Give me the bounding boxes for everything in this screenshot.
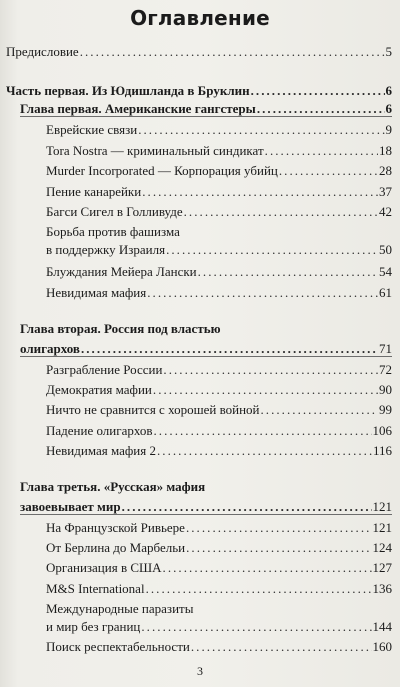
toc-entry-label: Демократия мафии — [46, 382, 152, 397]
leader-dots — [251, 83, 385, 98]
leader-dots — [147, 285, 378, 300]
toc-entry-page: 144 — [372, 619, 392, 634]
toc-entry-label: олигархов — [20, 341, 80, 356]
toc-entry-label-line1: Международные паразиты — [46, 601, 194, 616]
toc-entry — [46, 423, 392, 438]
toc-entry-page: 72 — [379, 362, 392, 377]
toc-entry-part-one — [6, 83, 392, 98]
page-title: Оглавление — [130, 6, 270, 30]
toc-chapter-two-line1: Глава вторая. Россия под властью — [20, 321, 221, 336]
toc-entry-page: 136 — [372, 581, 392, 596]
leader-dots — [265, 143, 378, 158]
leader-dots — [81, 341, 378, 356]
leader-dots — [80, 44, 385, 59]
toc-entry-label: Разграбление России — [46, 362, 163, 377]
toc-entry-label: Глава первая. Американские гангстеры — [20, 101, 256, 116]
toc-entry — [46, 619, 392, 634]
toc-entry — [46, 362, 392, 377]
toc-entry — [46, 122, 392, 137]
toc-entry-preface — [6, 44, 392, 59]
toc-entry — [46, 443, 392, 458]
toc-entry — [46, 560, 392, 575]
toc-entry-label: Часть первая. Из Юдишланда в Бруклин — [6, 83, 250, 98]
toc-entry — [46, 639, 392, 654]
toc-entry — [46, 285, 392, 300]
toc-entry-page: 50 — [379, 242, 392, 257]
toc-entry-chapter-one — [20, 101, 392, 117]
toc-entry — [46, 204, 392, 219]
toc-entry-page: 6 — [385, 83, 392, 98]
toc-entry — [46, 143, 392, 158]
leader-dots — [142, 184, 378, 199]
toc-entry-label: Невидимая мафия — [46, 285, 147, 300]
toc-chapter-three-line1: Глава третья. «Русская» мафия — [20, 479, 206, 494]
toc-entry-label: Murder Incorporated — Корпорация убийц — [46, 163, 278, 178]
leader-dots — [146, 581, 372, 596]
toc-entry-label: Еврейские связи — [46, 122, 138, 137]
toc-entry-page: 28 — [379, 163, 392, 178]
toc-entry-page: 99 — [379, 402, 392, 417]
toc-entry-label: Поиск респектабельности — [46, 639, 190, 654]
toc-entry-page: 121 — [372, 499, 392, 514]
leader-dots — [163, 362, 378, 377]
toc-entry-page: 54 — [379, 264, 392, 279]
toc-entry-label: M&S International — [46, 581, 145, 596]
toc-entry — [46, 382, 392, 397]
toc-entry-page: 18 — [379, 143, 392, 158]
toc-entry-label: и мир без границ — [46, 619, 141, 634]
toc-entry — [46, 540, 392, 555]
toc-entry-label: Багси Сигел в Голливуде — [46, 204, 183, 219]
toc-entry-label: От Берлина до Марбельи — [46, 540, 186, 555]
toc-entry — [46, 264, 392, 279]
leader-dots — [157, 443, 372, 458]
page-number: 3 — [197, 664, 203, 678]
toc-entry — [46, 184, 392, 199]
toc-entry-label: Невидимая мафия 2 — [46, 443, 156, 458]
toc-entry-page: 106 — [372, 423, 392, 438]
toc-entry-label: завоевывает мир — [20, 499, 121, 514]
leader-dots — [138, 122, 384, 137]
leader-dots — [191, 639, 372, 654]
leader-dots — [154, 423, 372, 438]
toc-entry — [46, 581, 392, 596]
toc-entry — [46, 163, 392, 178]
leader-dots — [163, 560, 372, 575]
toc-entry-page: 5 — [385, 44, 392, 59]
leader-dots — [141, 619, 371, 634]
toc-entry-page: 6 — [385, 101, 392, 116]
leader-dots — [279, 163, 378, 178]
leader-dots — [257, 101, 385, 116]
toc-entry-page: 116 — [372, 443, 392, 458]
leader-dots — [198, 264, 378, 279]
leader-dots — [122, 499, 372, 514]
toc-entry-label: Блуждания Мейера Лански — [46, 264, 197, 279]
toc-entry-chapter-two — [20, 341, 392, 357]
leader-dots — [186, 540, 371, 555]
toc-entry-label: Пение канарейки — [46, 184, 142, 199]
leader-dots — [184, 204, 378, 219]
toc-entry-label-line1: Борьба против фашизма — [46, 224, 180, 239]
toc-entry-label: Предисловие — [6, 44, 79, 59]
toc-entry-page: 127 — [372, 560, 392, 575]
leader-dots — [260, 402, 378, 417]
toc-entry-label: в поддержку Израиля — [46, 242, 166, 257]
toc-entry-label: Ничто не сравнится с хорошей войной — [46, 402, 260, 417]
toc-entry-page: 90 — [379, 382, 392, 397]
toc-entry-page: 121 — [372, 520, 392, 535]
toc-entry — [46, 242, 392, 257]
toc-entry-page: 9 — [385, 122, 392, 137]
toc-entry-page: 37 — [379, 184, 392, 199]
toc-entry-label: Tora Nostra — криминальный синдикат — [46, 143, 264, 158]
toc-entry-label: На Французской Ривьере — [46, 520, 185, 535]
toc-entry — [46, 402, 392, 417]
toc-entry-page: 61 — [379, 285, 392, 300]
toc-entry-page: 42 — [379, 204, 392, 219]
toc-entry-label: Падение олигархов — [46, 423, 153, 438]
toc-entry-page: 160 — [372, 639, 392, 654]
toc-entry-page: 124 — [372, 540, 392, 555]
toc-entry-chapter-three — [20, 499, 392, 515]
leader-dots — [166, 242, 378, 257]
leader-dots — [186, 520, 372, 535]
leader-dots — [153, 382, 378, 397]
toc-entry-label: Организация в США — [46, 560, 162, 575]
toc-entry — [46, 520, 392, 535]
toc-entry-page: 71 — [379, 341, 392, 356]
